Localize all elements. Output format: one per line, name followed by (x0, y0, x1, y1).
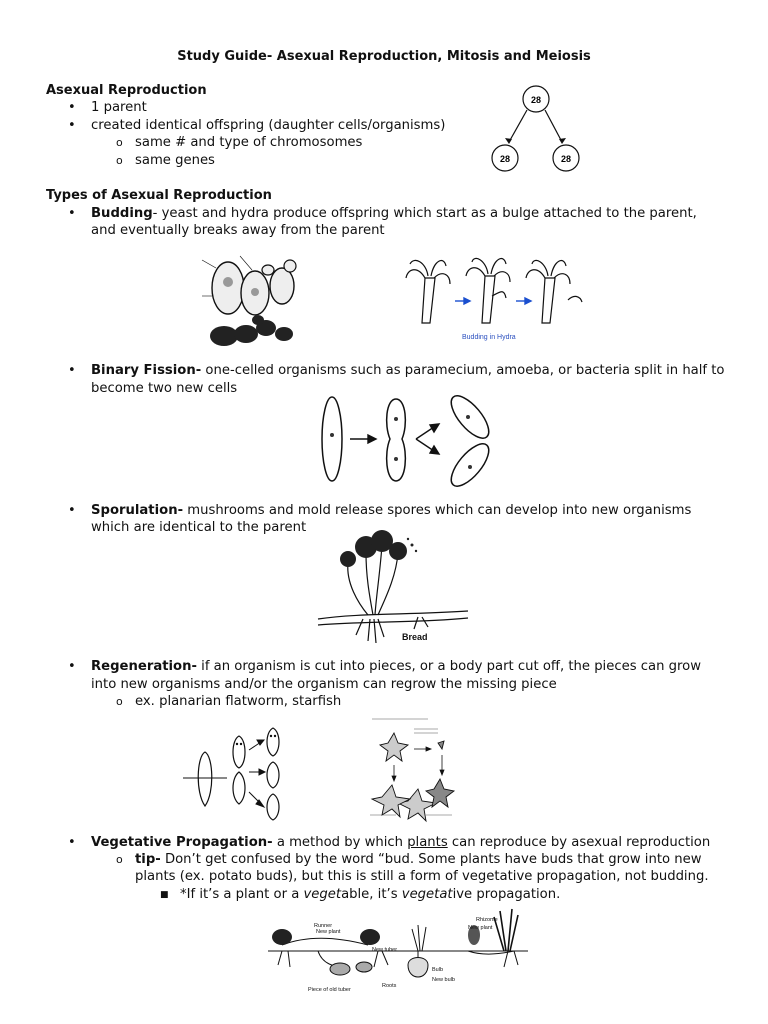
sporulation-line-1 (91, 502, 691, 519)
label-old-tuber: Piece of old tuber (308, 987, 351, 993)
bullet-dot: • (68, 100, 76, 115)
regeneration-example: ex. planarian flatworm, starfish (135, 694, 342, 709)
child-count-left: 28 (499, 154, 511, 164)
vegetative-desc-underlined: plants (407, 835, 448, 850)
tip-line-2: plants (ex. potato buds), but this is still a form of vegetative propagation, not budding. (135, 869, 709, 884)
sub-bullet: o (116, 136, 123, 149)
tip-desc: Don’t get confused by the word “bud. Some plants have buds that grow into new (160, 852, 702, 867)
label-new-plant: New plant (316, 929, 341, 935)
regeneration-line-1 (91, 658, 701, 675)
tip-line-1 (135, 851, 702, 868)
sporulation-line-2: which are identical to the parent (91, 520, 307, 535)
section-heading-asexual: Asexual Reproduction (46, 83, 207, 98)
bullet-dot: • (68, 363, 76, 378)
regeneration-line-2: into new organisms and/or the organism can regrow the missing piece (91, 677, 557, 692)
label-new-bulb: New bulb (432, 977, 455, 983)
vegetative-line-1 (91, 834, 710, 851)
asexual-subitem-2: same genes (135, 153, 215, 168)
regeneration-desc: if an organism is cut into pieces, or a body part cut off, the pieces can grow (196, 659, 702, 674)
vegetative-term: Vegetative Propagation- (91, 835, 273, 850)
vegetative-desc-b: can reproduce by asexual reproduction (447, 835, 711, 850)
yeast-budding-illustration (200, 248, 310, 350)
vegetative-propagation-illustration (268, 905, 528, 1000)
asexual-item-1: 1 parent (91, 100, 147, 115)
vegetative-note: *If it’s a plant or a vegetable, it’s vegetative propagation. (180, 887, 561, 902)
hydra-caption: Budding in Hydra (462, 334, 516, 341)
label-new-tuber: New tuber (372, 947, 398, 953)
binary-fission-desc: one-celled organisms such as paramecium, amoeba, or bacteria split in half to (201, 363, 725, 378)
sub-bullet: o (116, 853, 123, 866)
bullet-dot: • (68, 659, 76, 674)
budding-line-2: and eventually breaks away from the parent (91, 223, 385, 238)
budding-term: Budding (91, 206, 153, 221)
budding-line-1 (91, 205, 697, 222)
section-heading-types: Types of Asexual Reproduction (46, 188, 272, 203)
bullet-dot: • (68, 206, 76, 221)
label-bulb: Bulb (432, 967, 444, 973)
regeneration-term: Regeneration- (91, 659, 197, 674)
binary-fission-term: Binary Fission- (91, 363, 202, 378)
planarian-regeneration-illustration (183, 722, 313, 822)
bread-caption: Bread (402, 632, 428, 642)
vegetative-desc-a: a method by which (272, 835, 408, 850)
asexual-item-2: created identical offspring (daughter cells/organisms) (91, 118, 446, 133)
square-bullet: ■ (160, 890, 169, 900)
page-title: Study Guide- Asexual Reproduction, Mitosis and Meiosis (177, 49, 591, 64)
sporulation-desc: mushrooms and mold release spores which can develop into new organisms (183, 503, 692, 518)
paramecium-fission-illustration (310, 395, 495, 490)
label-roots: Roots (382, 983, 397, 989)
binary-fission-line-2: become two new cells (91, 381, 238, 396)
bullet-dot: • (68, 503, 76, 518)
budding-desc: - yeast and hydra produce offspring which start as a bulge attached to the parent, (152, 206, 697, 221)
label-new-plant-2: New plant (468, 925, 493, 931)
sub-bullet: o (116, 154, 123, 167)
sub-bullet: o (116, 695, 123, 708)
bullet-dot: • (68, 118, 76, 133)
label-runner: Runner (314, 923, 333, 929)
binary-fission-line-1 (91, 362, 725, 379)
hydra-budding-illustration (400, 248, 590, 348)
chromosome-division-diagram (480, 82, 600, 182)
child-count-right: 28 (560, 154, 572, 164)
starfish-regeneration-illustration (368, 715, 473, 825)
bread-mold-illustration (318, 523, 468, 648)
tip-term: tip- (135, 852, 161, 867)
bullet-dot: • (68, 835, 76, 850)
sporulation-term: Sporulation- (91, 503, 184, 518)
label-rhizome: Rhizome (476, 917, 498, 923)
asexual-subitem-1: same # and type of chromosomes (135, 135, 363, 150)
parent-count: 28 (530, 95, 542, 105)
